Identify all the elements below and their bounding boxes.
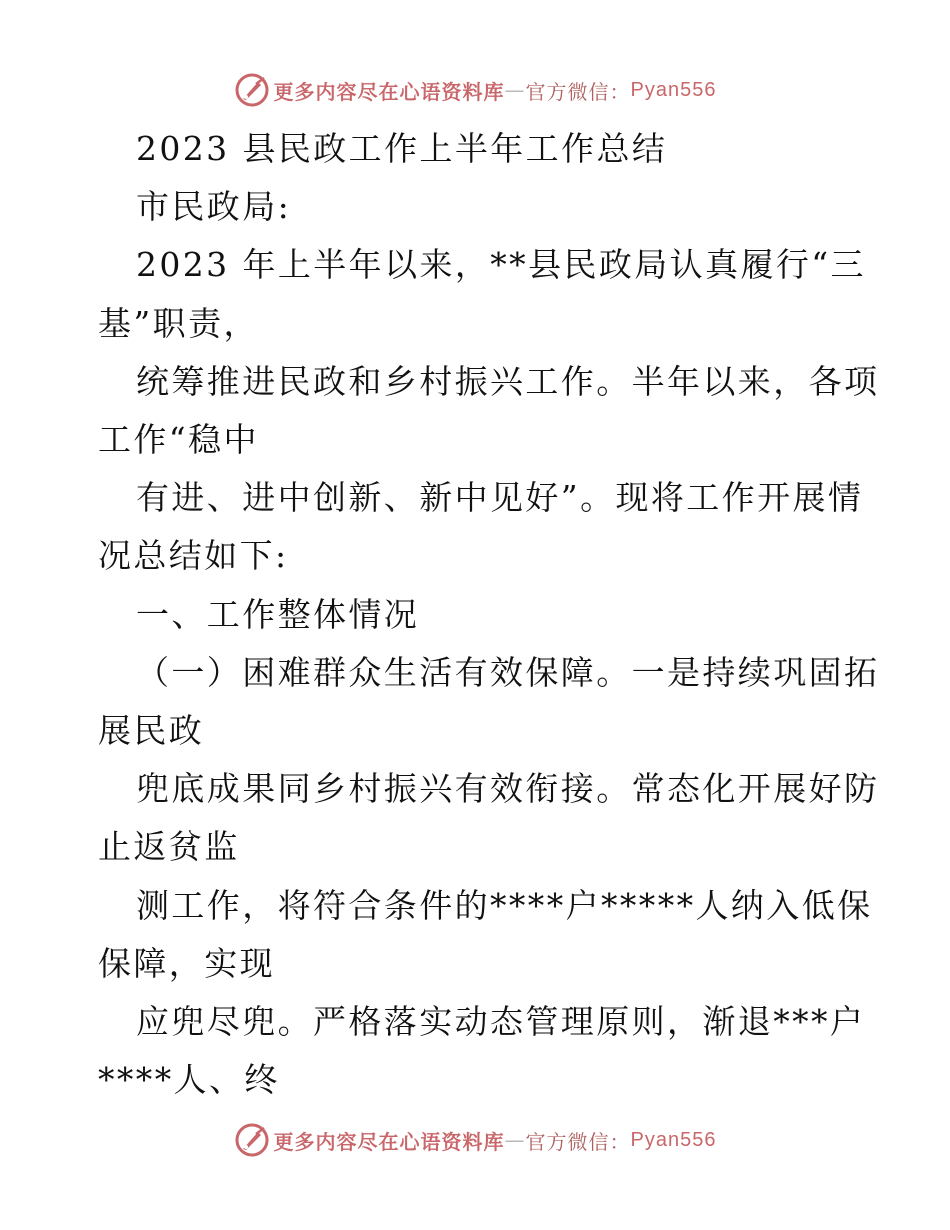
footer-watermark bbox=[0, 1118, 950, 1162]
watermark-wechat-id: Pyan556 bbox=[630, 78, 717, 101]
text-line: 工作“稳中 bbox=[98, 420, 259, 460]
text-line: 基”职责， bbox=[98, 303, 259, 343]
text-line: 市民政局: bbox=[136, 187, 292, 227]
text-line: 统筹推进民政和乡村振兴工作。半年以来，各项 bbox=[136, 361, 880, 401]
watermark-separator: — bbox=[504, 1128, 526, 1152]
text-line: 兜底成果同乡村振兴有效衔接。常态化开展好防 bbox=[136, 769, 880, 809]
quill-pen-logo-icon bbox=[234, 1122, 270, 1158]
watermark-brand-text: 更多内容尽在心语资料库 bbox=[273, 79, 505, 104]
text-line: 保障，实现 bbox=[98, 943, 275, 983]
text-line: 测工作，将符合条件的****户*****人纳入低保 bbox=[136, 885, 873, 925]
text-line: 应兜尽兜。严格落实动态管理原则，渐退***户 bbox=[136, 1002, 866, 1042]
text-line: 况总结如下: bbox=[98, 536, 289, 576]
text-line: 2023 县民政工作上半年工作总结 bbox=[136, 129, 668, 168]
header-watermark bbox=[0, 68, 950, 112]
watermark-brand-text: 更多内容尽在心语资料库 bbox=[273, 1129, 505, 1154]
text-line: （一）困难群众生活有效保障。一是持续巩固拓 bbox=[136, 652, 880, 692]
text-line: 一、工作整体情况 bbox=[136, 594, 420, 634]
text-line: 展民政 bbox=[98, 711, 205, 751]
watermark-wechat-id: Pyan556 bbox=[630, 1128, 717, 1151]
text-line: 止返贫监 bbox=[98, 827, 240, 867]
text-line: 有进、进中创新、新中见好”。现将工作开展情 bbox=[136, 478, 864, 518]
watermark-separator: — bbox=[504, 78, 526, 102]
text-line: ****人、终 bbox=[98, 1060, 280, 1100]
document-body bbox=[98, 120, 880, 1109]
text-line: 2023 年上半年以来，**县民政局认真履行“三 bbox=[136, 245, 866, 285]
watermark-wechat-label: 官方微信： bbox=[525, 1129, 631, 1154]
watermark-wechat-label: 官方微信： bbox=[525, 79, 631, 104]
quill-pen-logo-icon bbox=[234, 72, 270, 108]
